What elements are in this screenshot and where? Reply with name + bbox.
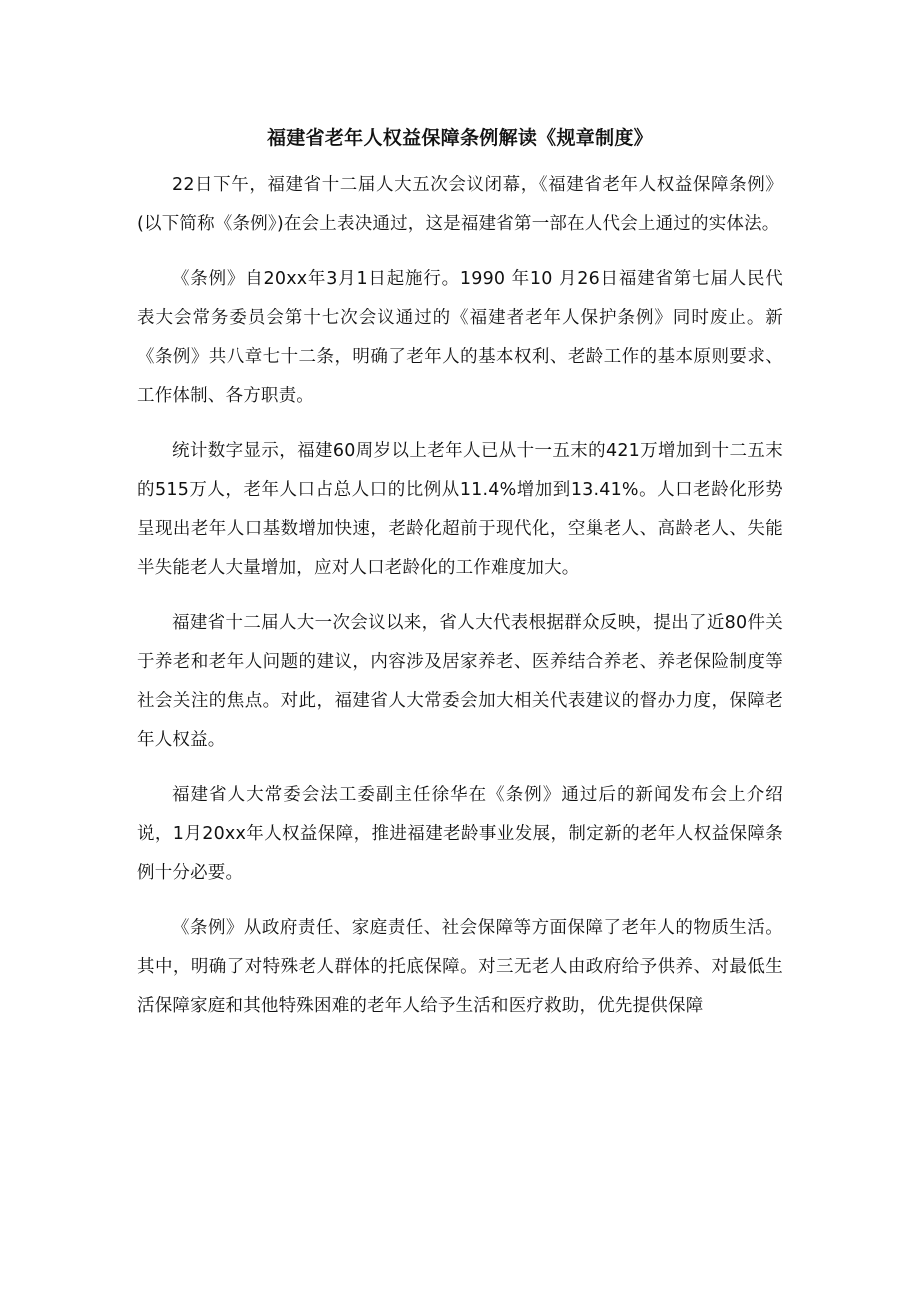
- paragraph: 《条例》从政府责任、家庭责任、社会保障等方面保障了老年人的物质生活。其中，明确了对特殊老人群体的托底保障。对三无老人由政府给予供养、对最低生活保障家庭和其他特殊困难的老年人给予生活和医疗救助，优先提供保障: [137, 918, 783, 1016]
- document-title: 福建省老年人权益保障条例解读《规章制度》: [266, 127, 653, 149]
- paragraph: 统计数字显示，福建60周岁以上老年人已从十一五末的421万增加到十二五末的515万人，老年人口占总人口的比例从11.4%增加到13.41%。人口老龄化形势呈现出老年人口基数增加快速，老龄化超前于现代化，空巢老人、高龄老人、失能半失能老人大量增加，应对人口老龄化的工作难度加大。: [137, 441, 783, 578]
- paragraph: 福建省人大常委会法工委副主任徐华在《条例》通过后的新闻发布会上介绍说，1月20xx年人权益保障，推进福建老龄事业发展，制定新的老年人权益保障条例十分必要。: [137, 785, 783, 883]
- document-body: [137, 166, 783, 1042]
- paragraph: 福建省十二届人大一次会议以来，省人大代表根据群众反映，提出了近80件关于养老和老年人问题的建议，内容涉及居家养老、医养结合养老、养老保险制度等社会关注的焦点。对此，福建省人大常委会加大相关代表建议的督办力度，保障老年人权益。: [137, 613, 783, 750]
- paragraph: 22日下午，福建省十二届人大五次会议闭幕，《福建省老年人权益保障条例》(以下简称《条例》)在会上表决通过，这是福建省第一部在人代会上通过的实体法。: [137, 175, 783, 234]
- paragraph: 《条例》自20xx年3月1日起施行。1990 年10 月26日福建省第七届人民代表大会常务委员会第十七次会议通过的《福建者老年人保护条例》同时废止。新《条例》共八章七十二条，明确了老年人的基本权利、老龄工作的基本原则要求、工作体制、各方职责。: [137, 269, 783, 406]
